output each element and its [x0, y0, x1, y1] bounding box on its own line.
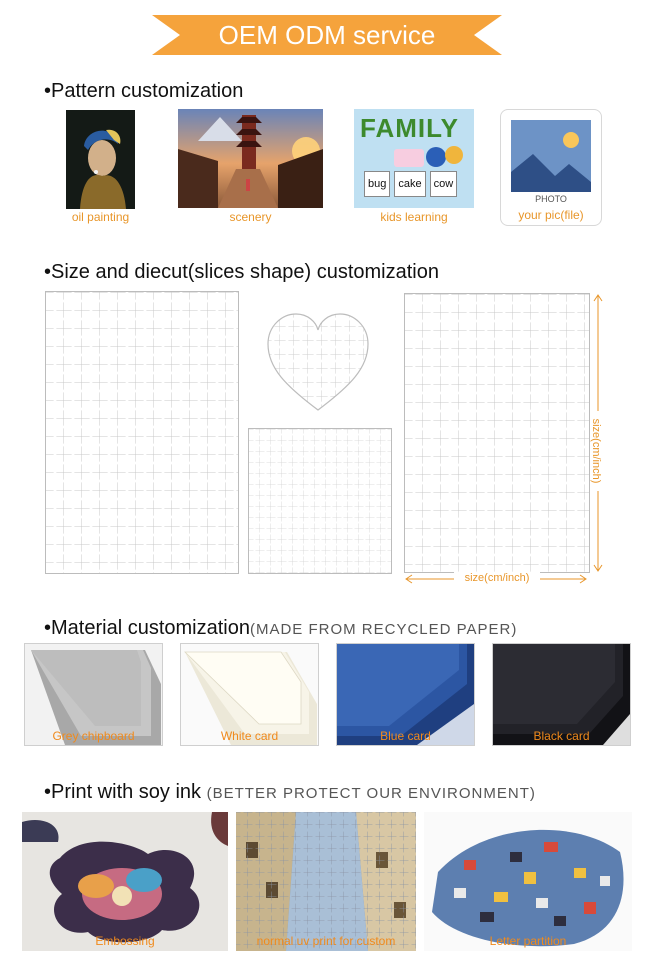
embossing-photo — [22, 812, 228, 951]
material-caption-white: White card — [220, 729, 279, 743]
uv-print-photo — [236, 812, 416, 951]
pattern-caption-scenery: scenery — [229, 210, 272, 224]
print-caption-uv: normal uv print for custom — [256, 934, 396, 948]
print-heading-main: •Print with soy ink — [44, 781, 202, 803]
photo-placeholder-icon — [511, 120, 591, 192]
print-heading-sub: (BETTER PROTECT OUR ENVIRONMENT) — [206, 785, 536, 802]
pattern-heading: •Pattern customization — [44, 80, 244, 102]
large-puzzle-board — [45, 291, 239, 574]
scenery-image — [178, 109, 323, 208]
material-black-card — [492, 643, 631, 746]
material-blue-card — [336, 643, 475, 746]
kids-tile-cow: cow — [430, 171, 458, 197]
material-heading-sub: (MADE FROM RECYCLED PAPER) — [249, 621, 518, 638]
pattern-caption-oil: oil painting — [71, 210, 130, 224]
print-caption-embossing: Embossing — [95, 934, 155, 948]
print-heading — [44, 781, 536, 804]
material-heading — [44, 617, 517, 640]
material-caption-blue: Blue card — [380, 729, 431, 743]
print-caption-letter: Letter partition — [489, 934, 567, 948]
kids-learning-image — [354, 109, 474, 208]
kids-tile-bug: bug — [364, 171, 390, 197]
material-caption-black: Black card — [533, 729, 590, 743]
pattern-caption-kids: kids learning — [380, 210, 448, 224]
kids-family-word: FAMILY — [360, 113, 459, 143]
heart-puzzle — [266, 312, 370, 412]
small-puzzle-board — [248, 428, 392, 574]
size-heading: •Size and diecut(slices shape) customization — [44, 261, 439, 283]
kids-tiles — [364, 171, 468, 197]
banner-title: OEM ODM service — [218, 20, 436, 50]
material-caption-grey: Grey chipboard — [52, 729, 135, 743]
vertical-size-label: size(cm/inch) — [590, 411, 602, 491]
photo-label: PHOTO — [535, 194, 567, 204]
material-grey-chipboard — [24, 643, 163, 746]
pattern-caption-yourpic: your pic(file) — [518, 208, 584, 222]
material-heading-main: •Material customization — [44, 617, 250, 639]
material-white-card — [180, 643, 319, 746]
oil-painting-image — [66, 110, 135, 209]
your-pic-card — [500, 109, 602, 226]
banner — [152, 13, 502, 57]
kids-tile-cake: cake — [394, 171, 425, 197]
horizontal-size-label: size(cm/inch) — [454, 572, 540, 584]
letter-partition-photo — [424, 812, 632, 951]
tall-puzzle-board — [404, 293, 590, 573]
